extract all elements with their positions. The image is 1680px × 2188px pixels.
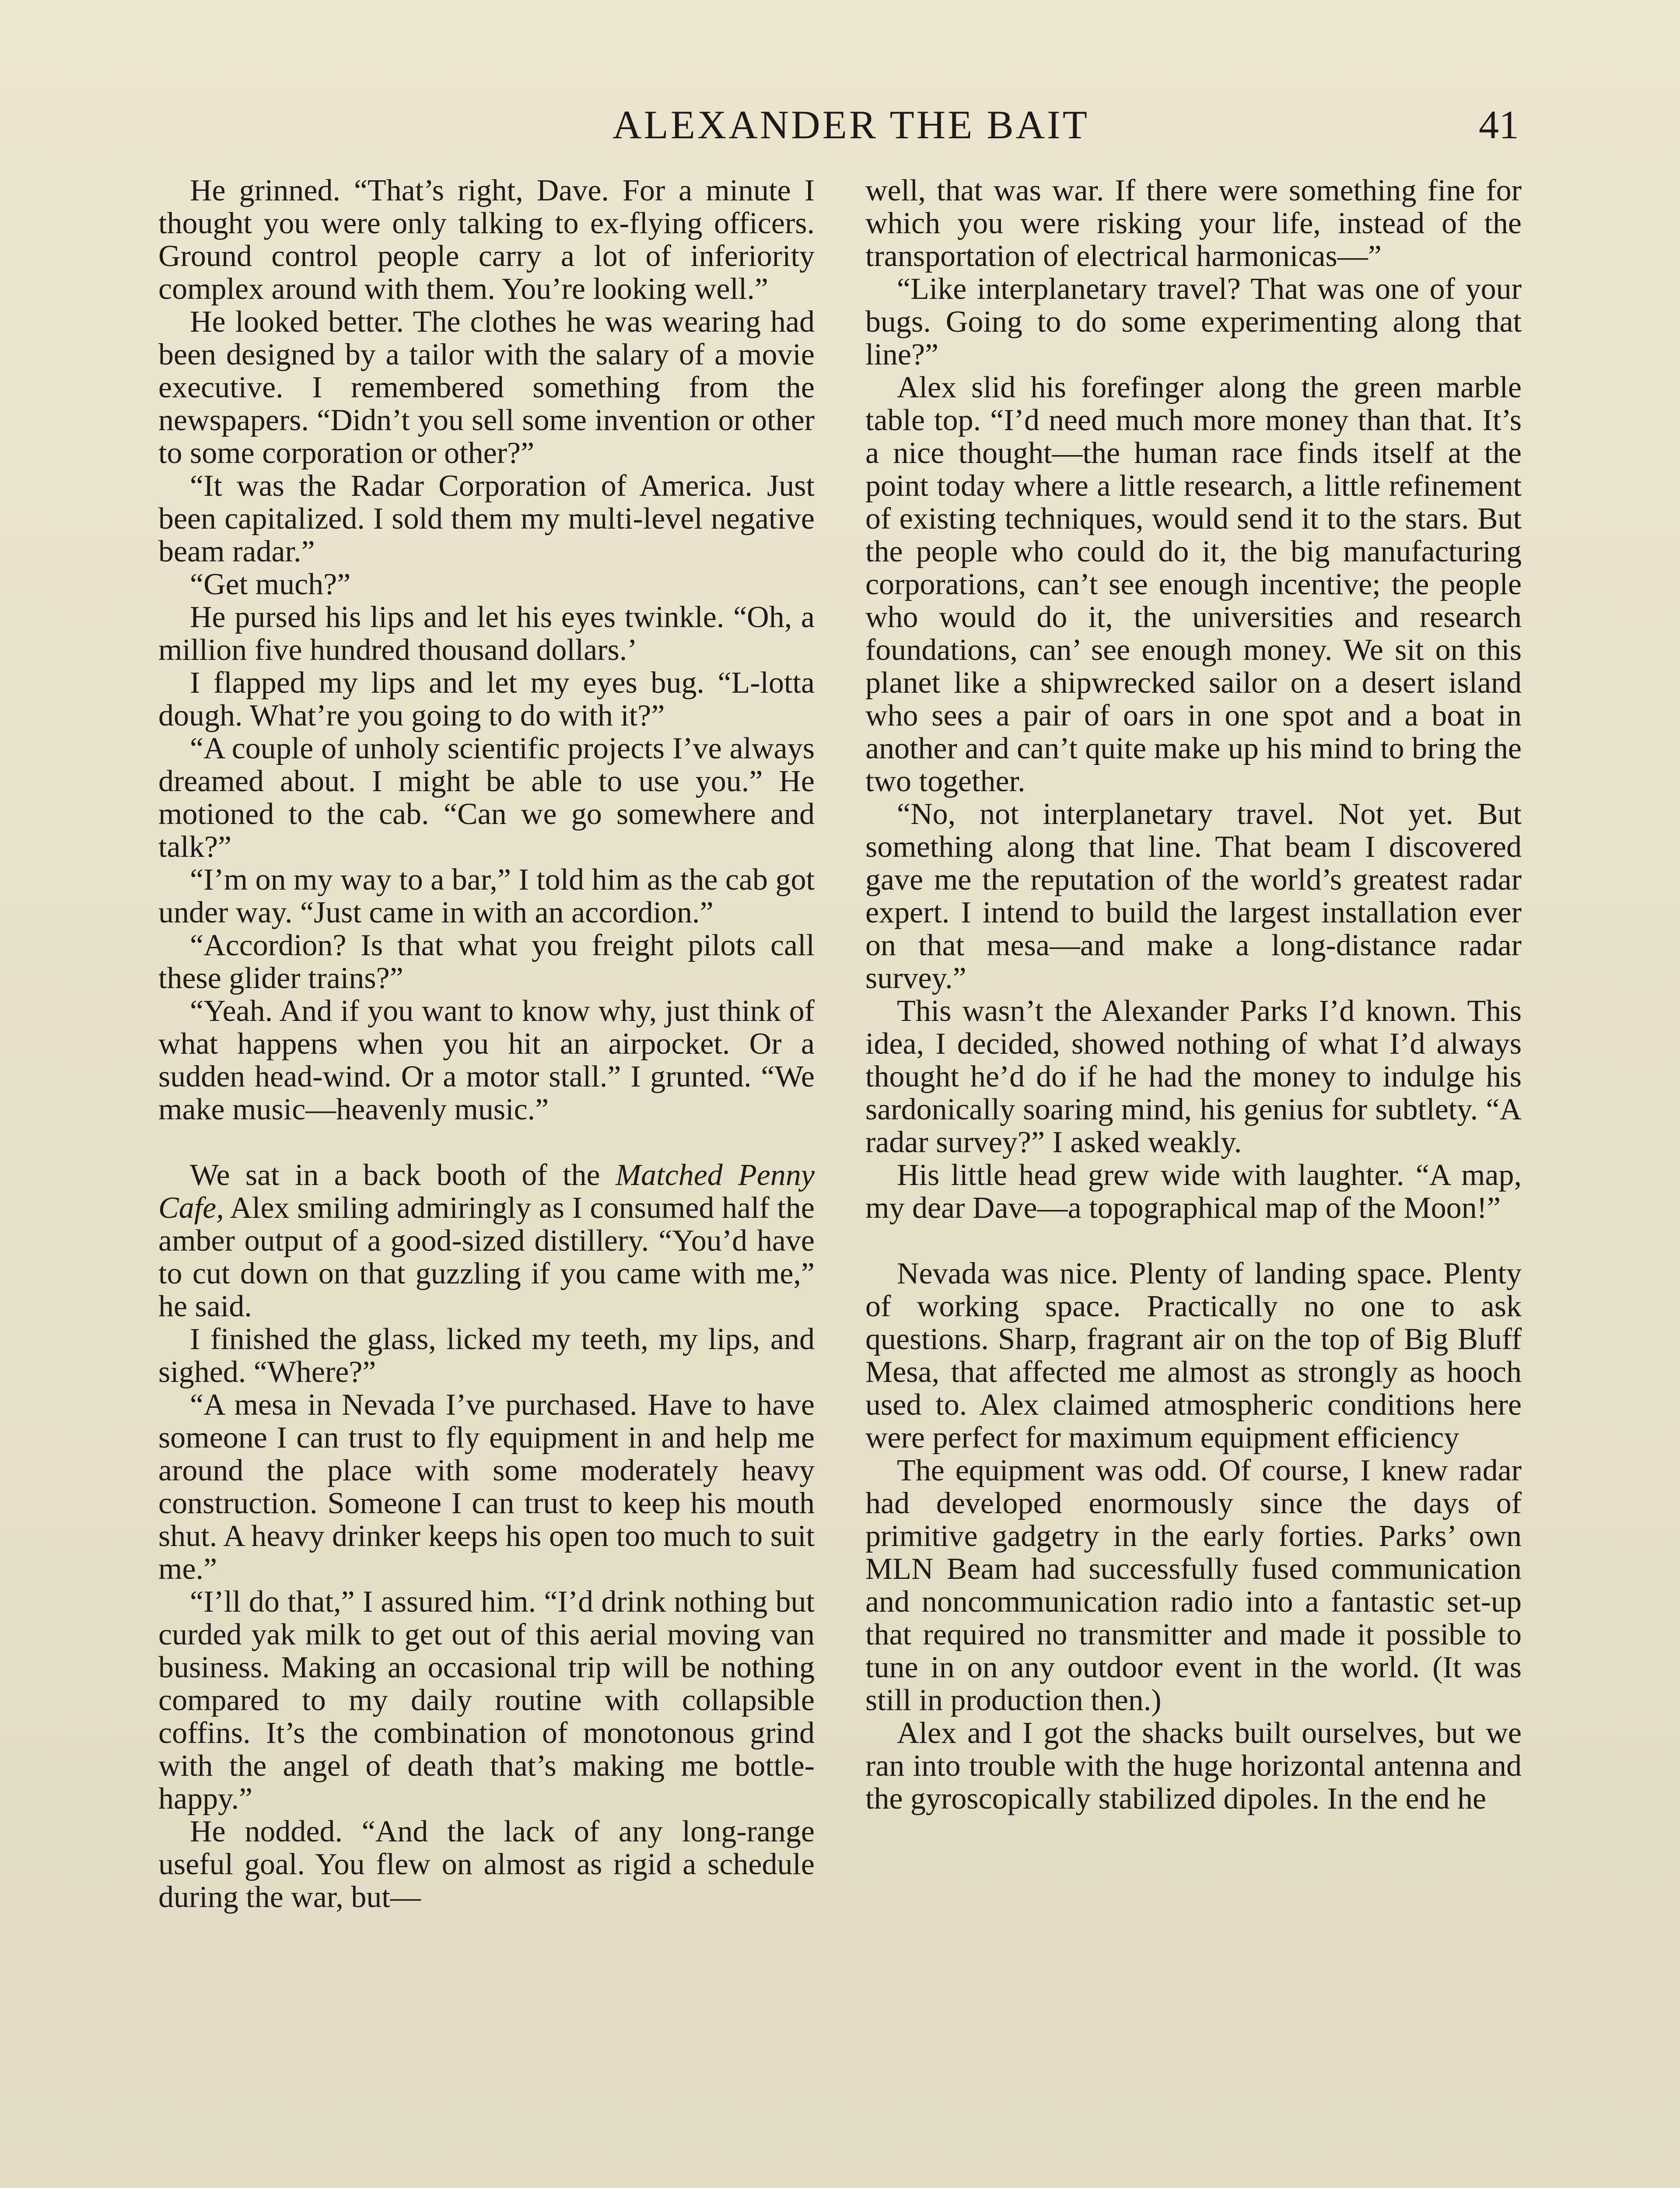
- page-number: 41: [1479, 102, 1519, 147]
- paragraph: I flapped my lips and let my eyes bug. “L-lotta dough. What’re you going to do with it?”: [158, 666, 815, 733]
- text-segment: We sat in a back booth of the: [190, 1158, 616, 1192]
- continued-paragraph: well, that was war. If there were something fine for which you were risking your life, instead of the transportation of electrical harmonicas—”: [865, 174, 1522, 273]
- paragraph: Alex slid his forefinger along the green marble table top. “I’d need much more money than that. It’s a nice thought—the human race finds itself at the point today where a little research, a little refinement of existing techniques, would send it to the stars. But the people who could do it, the big manufacturing corporations, can’t see enough incentive; the people who would do it, the universities and research foundations, can’ see enough money. We sit on this planet like a shipwrecked sailor on a desert island who sees a pair of oars in one spot and a boat in another and can’t quite make up his mind to bring the two together.: [865, 371, 1522, 798]
- paragraph: He grinned. “That’s right, Dave. For a minute I thought you were only talking to ex-flying officers. Ground control people carry a lot of inferiority complex around with them. You’re looking well.”: [158, 174, 815, 306]
- paragraph: “Like interplanetary travel? That was one of your bugs. Going to do some experimenting along that line?”: [865, 272, 1522, 372]
- paragraph: “Get much?”: [190, 568, 351, 601]
- paragraph: “Accordion? Is that what you freight pilots call these glider trains?”: [158, 929, 815, 995]
- section-break-paragraph: [158, 1159, 815, 1323]
- paragraph: “It was the Radar Corporation of America. Just been capitalized. I sold them my multi-level negative beam radar.”: [158, 469, 815, 568]
- paragraph: “I’ll do that,” I assured him. “I’d drink nothing but curded yak milk to get out of this aerial moving van business. Making an occasional trip will be nothing compared to my daily routine with collapsible coffins. It’s the combination of monotonous grind with the angel of death that’s making me bottle-happy.”: [158, 1585, 815, 1816]
- right-column: [865, 174, 1522, 2188]
- paragraph: He looked better. The clothes he was wearing had been designed by a tailor with the salary of a movie executive. I remembered something from the newspapers. “Didn’t you sell some invention or other to some corporation or other?”: [158, 305, 815, 470]
- paragraph: “I’m on my way to a bar,” I told him as the cab got under way. “Just came in with an accordion.”: [158, 863, 815, 929]
- left-column: [158, 174, 815, 2188]
- paragraph: He nodded. “And the lack of any long-range useful goal. You flew on almost as rigid a schedule during the war, but—: [158, 1815, 815, 1914]
- paragraph: “No, not interplanetary travel. Not yet. But something along that line. That beam I discovered gave me the reputation of the world’s greatest radar expert. I intend to build the largest installation ever on that mesa—and make a long-distance radar survey.”: [865, 797, 1522, 995]
- paragraph: I finished the glass, licked my teeth, my lips, and sighed. “Where?”: [158, 1322, 815, 1389]
- cafe-name: Matched Penny Cafe,: [158, 1158, 815, 1225]
- paragraph: Alex and I got the shacks built ourselves, but we ran into trouble with the huge horizontal antenna and the gyroscopically stabilized dipoles. In the end he: [865, 1716, 1522, 1816]
- section-break-paragraph: Nevada was nice. Plenty of landing space. Plenty of working space. Practically no one to ask questions. Sharp, fragrant air on the top of Big Bluff Mesa, that affected me almost as strongly as hooch used to. Alex claimed atmospheric conditions here were perfect for maximum equipment efficiency: [865, 1257, 1522, 1455]
- paragraph: The equipment was odd. Of course, I knew radar had developed enormously since the days of primitive gadgetry in the early forties. Parks’ own MLN Beam had successfully fused communication and noncommunication radio into a fantastic set-up that required no transmitter and made it possible to tune in on any outdoor event in the world. (It was still in production then.): [865, 1454, 1522, 1717]
- paragraph: His little head grew wide with laughter. “A map, my dear Dave—a topographical map of the Moon!”: [865, 1158, 1522, 1225]
- running-title: ALEXANDER THE BAIT: [612, 102, 1089, 147]
- paragraph: “A mesa in Nevada I’ve purchased. Have to have someone I can trust to fly equipment in and help me around the place with some moderately heavy construction. Someone I can trust to keep his mouth shut. A heavy drinker keeps his open too much to suit me.”: [158, 1388, 815, 1586]
- paragraph: This wasn’t the Alexander Parks I’d known. This idea, I decided, showed nothing of what I’d always thought he’d do if he had the money to indulge his sardonically soaring mind, his genius for subtlety. “A radar survey?” I asked weakly.: [865, 994, 1522, 1159]
- paragraph: He pursed his lips and let his eyes twinkle. “Oh, a million five hundred thousand dollars.’: [158, 600, 815, 667]
- text-segment: Alex smiling admiringly as I consumed half the amber output of a good-sized distillery. “You’d have to cut down on that guzzling if you came with me,” he said.: [158, 1191, 815, 1323]
- paragraph: “A couple of unholy scientific projects I’ve always dreamed about. I might be able to use you.” He motioned to the cab. “Can we go somewhere and talk?”: [158, 732, 815, 864]
- paragraph: “Yeah. And if you want to know why, just think of what happens when you hit an airpocket. Or a sudden head-wind. Or a motor stall.” I grunted. “We make music—heavenly music.”: [158, 994, 815, 1126]
